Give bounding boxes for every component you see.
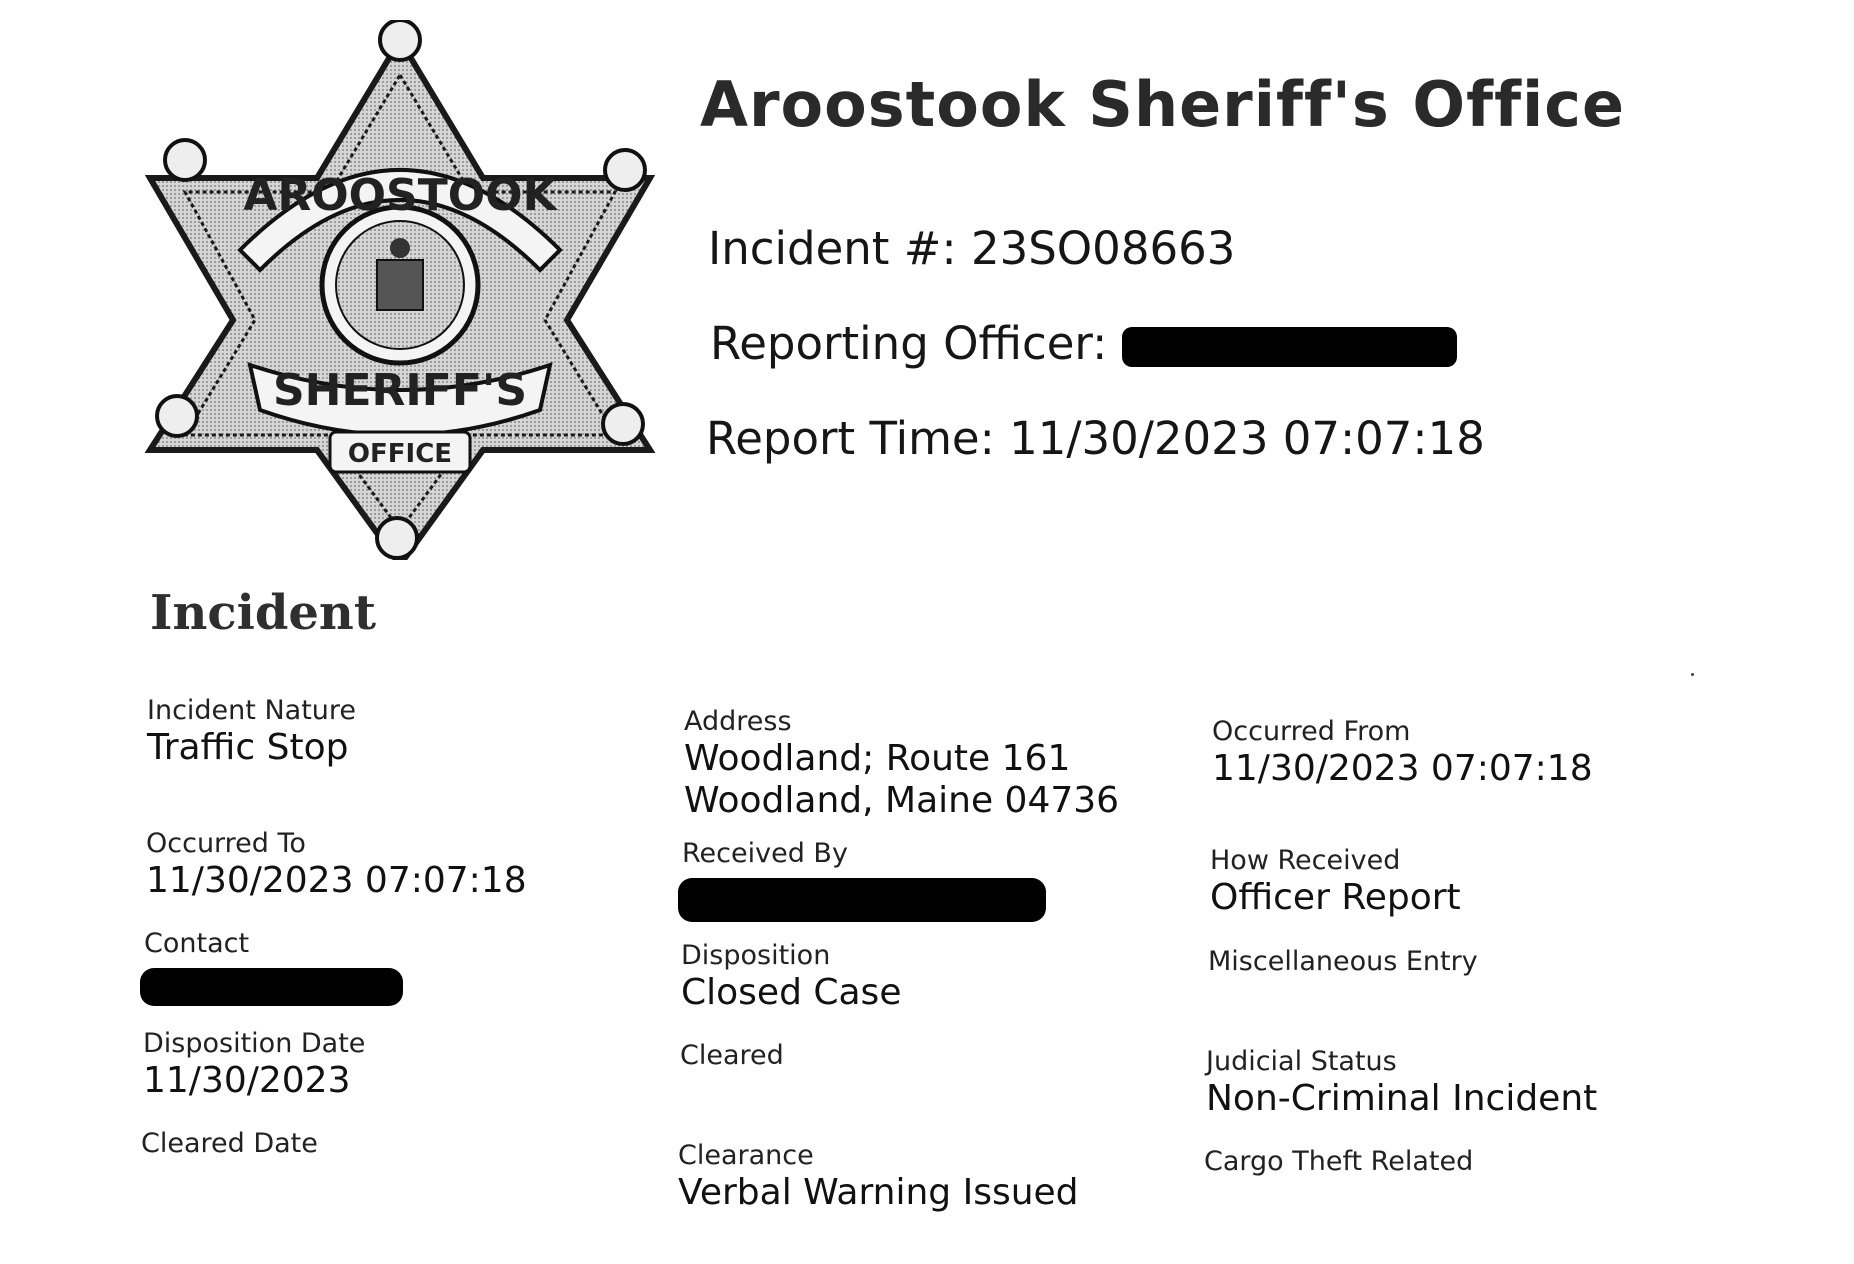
field-value	[684, 738, 1119, 822]
svg-text:SHERIFF'S: SHERIFF'S	[272, 365, 528, 416]
field-value: Non-Criminal Incident	[1206, 1078, 1598, 1119]
agency-title: Aroostook Sheriff's Office	[700, 68, 1626, 141]
contact-redaction	[140, 968, 403, 1006]
field-value: 11/30/2023	[143, 1060, 351, 1101]
field-value: Officer Report	[1210, 877, 1461, 918]
field-value: Closed Case	[681, 972, 902, 1013]
address-line-1: Woodland; Route 161	[684, 738, 1071, 779]
field-miscellaneous-entry	[1208, 946, 1478, 978]
field-incident-nature	[147, 695, 356, 769]
field-judicial-status	[1206, 1046, 1597, 1120]
field-cargo-theft-related	[1204, 1146, 1473, 1178]
field-label: Occurred To	[146, 828, 306, 859]
incident-number-row	[708, 222, 1235, 275]
incident-number-label: Incident #:	[708, 222, 957, 275]
field-label: Occurred From	[1212, 716, 1411, 747]
scan-speck	[1691, 673, 1694, 676]
reporting-officer-row	[710, 317, 1457, 370]
field-label: Cleared Date	[141, 1128, 318, 1159]
field-label: Incident Nature	[147, 695, 357, 726]
field-label: Address	[684, 706, 792, 737]
field-occurred-from	[1212, 716, 1593, 790]
field-label: Disposition	[681, 940, 831, 971]
sheriff-star-badge-icon	[145, 20, 655, 560]
field-label: How Received	[1210, 845, 1401, 876]
report-time-row	[706, 412, 1485, 465]
report-time-value: 11/30/2023 07:07:18	[1009, 412, 1485, 465]
field-label: Cargo Theft Related	[1204, 1146, 1474, 1177]
address-line-2: Woodland, Maine 04736	[684, 780, 1120, 821]
field-label: Disposition Date	[143, 1028, 366, 1059]
field-received-by	[682, 838, 1046, 922]
field-disposition-date	[143, 1028, 365, 1102]
incident-number-value: 23SO08663	[970, 222, 1236, 275]
svg-text:OFFICE: OFFICE	[347, 439, 453, 469]
received-by-redaction	[678, 878, 1046, 922]
reporting-officer-redaction	[1122, 327, 1457, 367]
field-contact	[144, 928, 403, 1006]
field-address	[684, 706, 1119, 822]
field-clearance	[678, 1140, 1079, 1214]
field-label: Judicial Status	[1206, 1046, 1397, 1077]
field-how-received	[1210, 845, 1461, 919]
svg-text:AROOSTOOK: AROOSTOOK	[243, 170, 557, 221]
field-disposition	[681, 940, 901, 1014]
field-label: Contact	[144, 928, 250, 959]
field-label: Received By	[682, 838, 848, 869]
field-label: Miscellaneous Entry	[1208, 946, 1478, 977]
report-time-label: Report Time:	[706, 412, 995, 465]
field-value: 11/30/2023 07:07:18	[146, 860, 527, 901]
section-title: Incident	[150, 585, 376, 641]
field-value: Traffic Stop	[147, 727, 349, 768]
field-label: Clearance	[678, 1140, 814, 1171]
field-occurred-to	[146, 828, 527, 902]
reporting-officer-label: Reporting Officer:	[710, 317, 1108, 370]
field-cleared-date	[141, 1128, 318, 1160]
field-value: 11/30/2023 07:07:18	[1212, 748, 1593, 789]
field-label: Cleared	[680, 1040, 784, 1071]
field-value: Verbal Warning Issued	[678, 1172, 1079, 1213]
field-cleared	[680, 1040, 784, 1072]
